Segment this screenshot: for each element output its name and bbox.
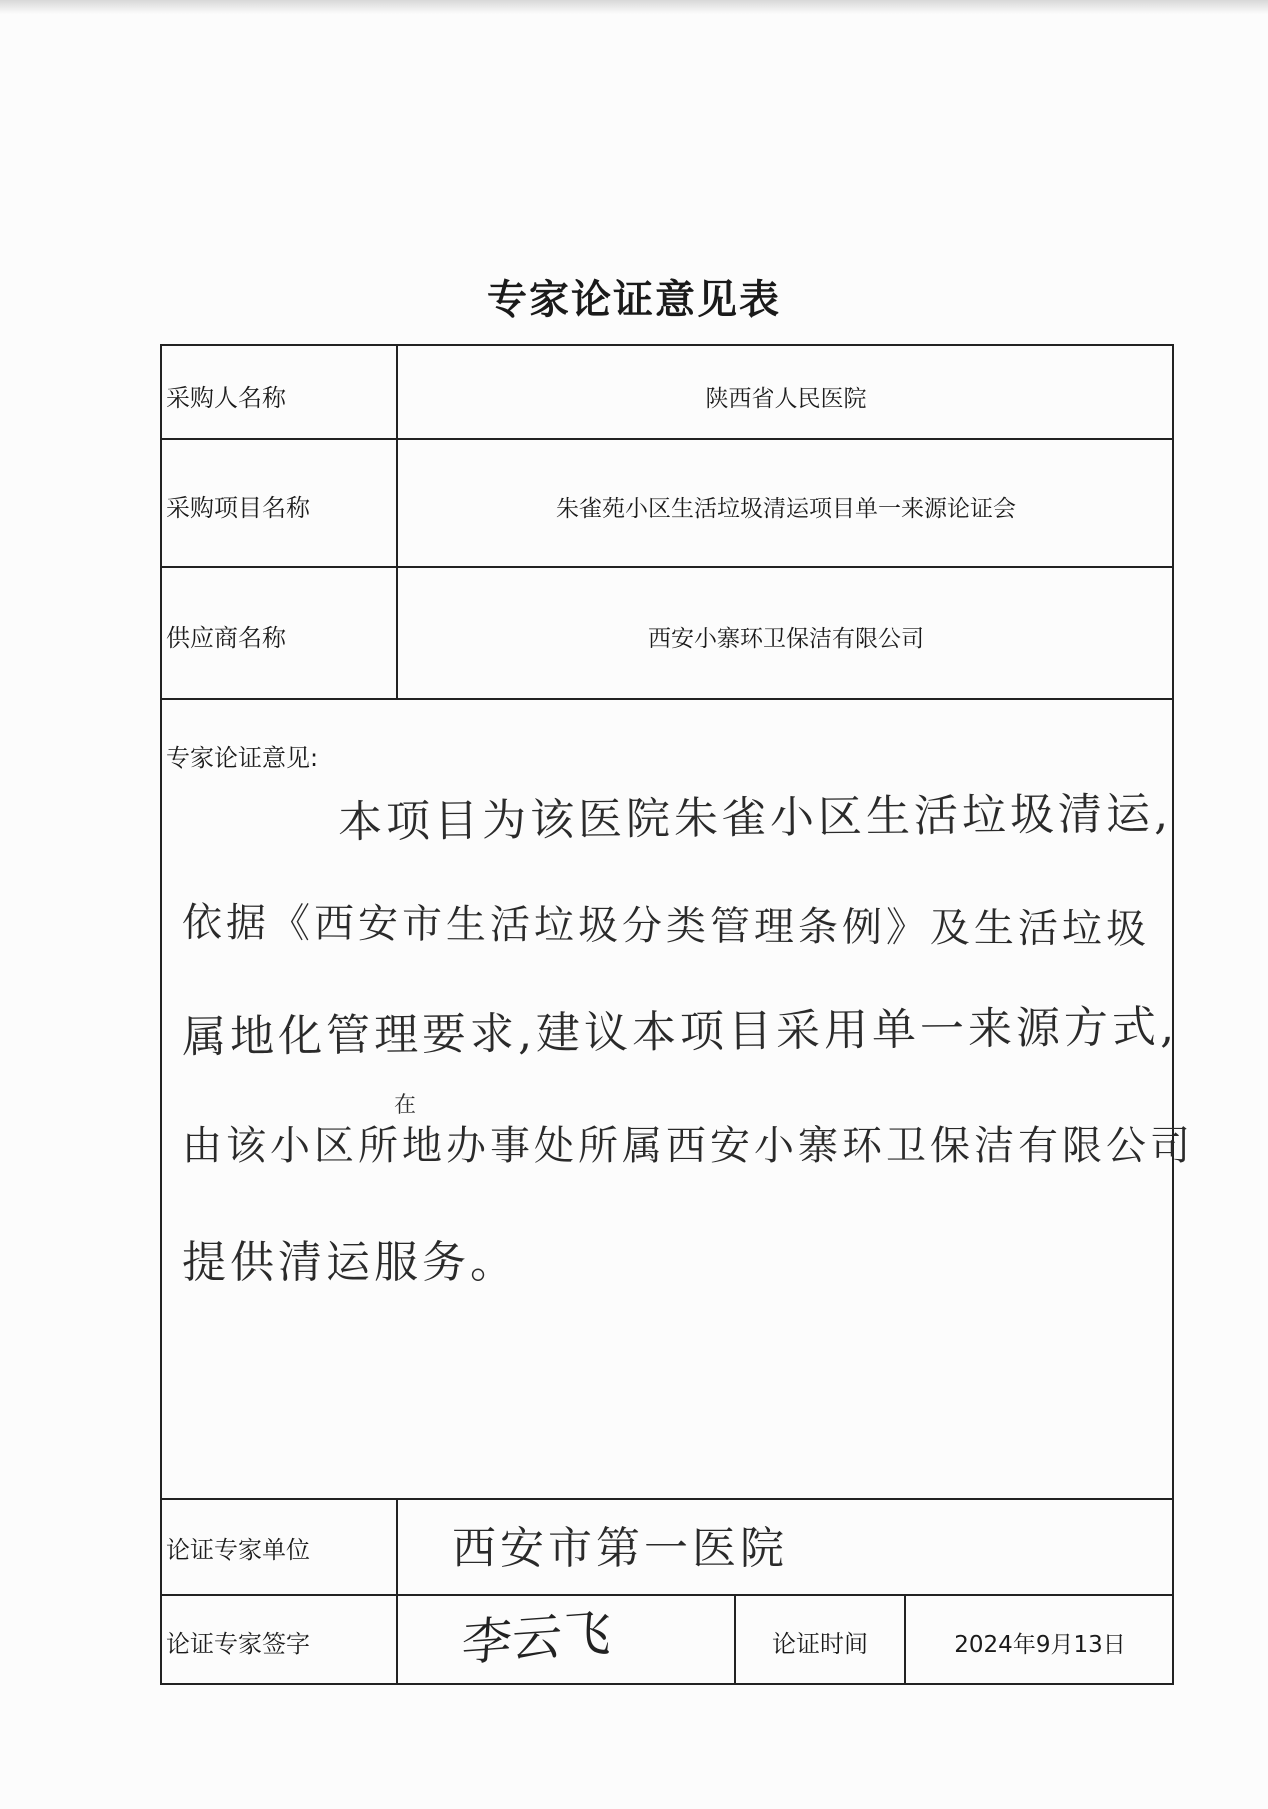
- expert-signature-label: 论证专家签字: [166, 1630, 310, 1658]
- opinion-handwritten-line: 由该小区所地办事处所属西安小寨环卫保洁有限公司: [182, 1123, 1194, 1169]
- opinion-handwritten-line: 属地化管理要求,建议本项目采用单一来源方式,: [181, 1001, 1179, 1063]
- expert-signature: 李云飞: [459, 1603, 614, 1673]
- row-divider: [162, 438, 1172, 440]
- row-divider: [162, 1498, 1172, 1500]
- opinion-handwritten-line: 本项目为该医院朱雀小区生活垃圾清运,: [337, 788, 1173, 848]
- row-divider: [162, 698, 1172, 700]
- scan-edge: [0, 0, 1268, 14]
- opinion-form-table: [160, 344, 1194, 1685]
- opinion-inserted-word: 在: [394, 1093, 417, 1118]
- project-label: 采购项目名称: [166, 494, 310, 522]
- review-time-label: 论证时间: [772, 1630, 868, 1658]
- opinion-handwritten-line: 提供清运服务。: [182, 1237, 518, 1288]
- opinion-handwritten-line: 依据《西安市生活垃圾分类管理条例》及生活垃圾: [181, 900, 1151, 953]
- review-time-value: 2024年9月13日: [954, 1632, 1126, 1658]
- expert-unit-handwritten: 西安市第一医院: [452, 1523, 788, 1574]
- column-divider: [396, 1498, 398, 1685]
- opinion-label: 专家论证意见:: [166, 744, 319, 772]
- row-divider: [162, 1594, 1172, 1596]
- expert-unit-label: 论证专家单位: [166, 1536, 310, 1564]
- purchaser-value: 陕西省人民医院: [705, 386, 867, 412]
- row-divider: [162, 566, 1172, 568]
- supplier-label: 供应商名称: [166, 624, 286, 652]
- document-title: 专家论证意见表: [487, 277, 781, 323]
- supplier-value: 西安小寨环卫保洁有限公司: [648, 626, 924, 652]
- purchaser-label: 采购人名称: [166, 384, 286, 412]
- project-value: 朱雀苑小区生活垃圾清运项目单一来源论证会: [556, 496, 1016, 522]
